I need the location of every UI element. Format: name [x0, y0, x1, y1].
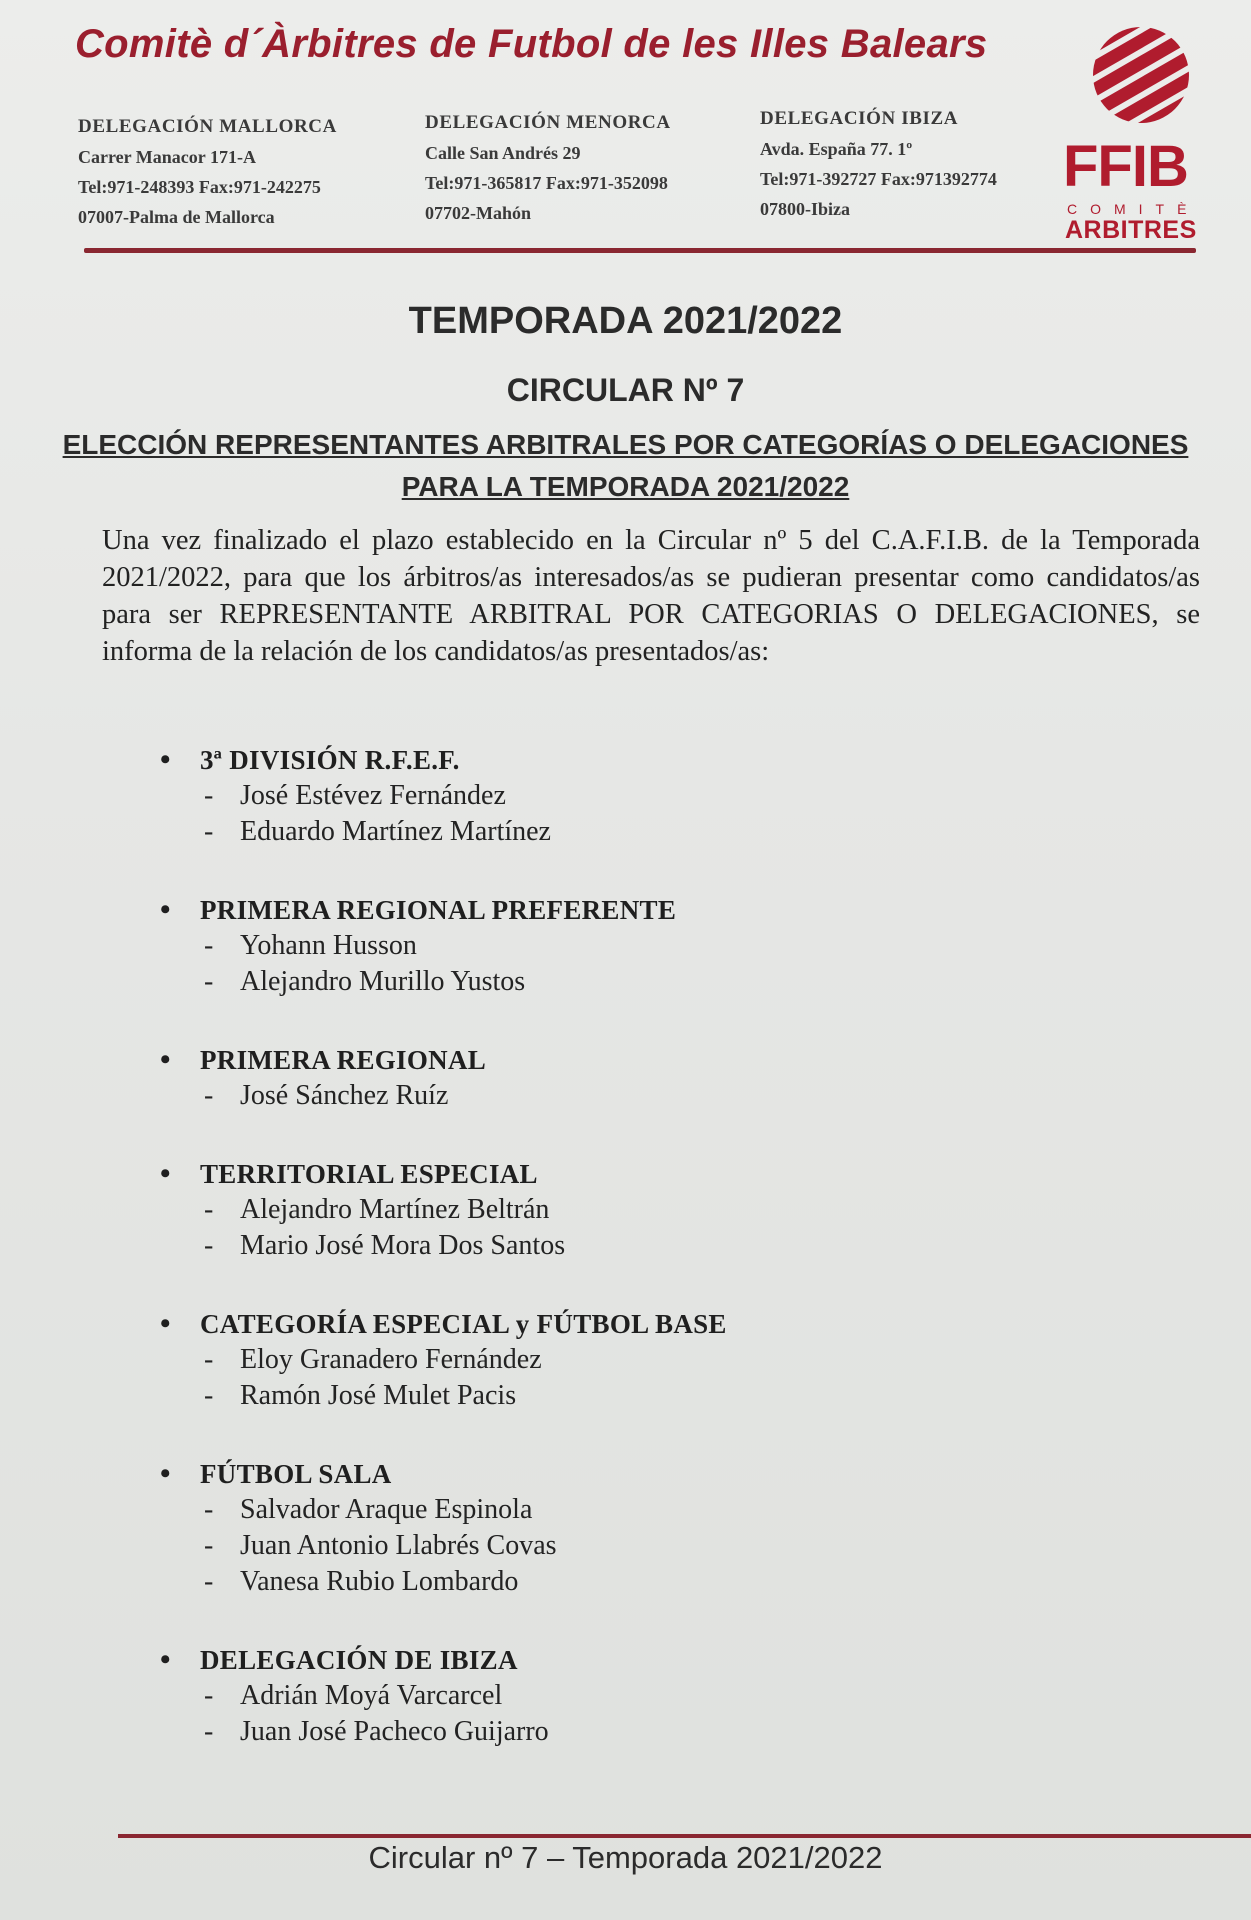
candidate-item [150, 1078, 1150, 1114]
organization-title: Comitè d´Àrbitres de Futbol de les Illes Balears [75, 22, 988, 66]
category-heading [150, 1456, 1150, 1492]
category-name: PRIMERA REGIONAL PREFERENTE [200, 895, 677, 925]
category-name: PRIMERA REGIONAL [200, 1045, 487, 1075]
subject-line-2: PARA LA TEMPORADA 2021/2022 [401, 471, 850, 502]
season-title: TEMPORADA 2021/2022 [408, 300, 843, 342]
bullet-icon: • [160, 1157, 171, 1190]
bullet-icon: • [160, 1307, 171, 1340]
dash-marker: - [204, 1680, 214, 1711]
category-heading [150, 1642, 1150, 1678]
subject-line-1: ELECCIÓN REPRESENTANTES ARBITRALES POR CATEGORÍAS O DELEGACIONES [62, 429, 1189, 460]
logo-arbitres-text: ARBITRES [1065, 216, 1197, 244]
delegation-name: DELEGACIÓN MALLORCA [78, 116, 337, 137]
delegation-phone: Tel:971-392727 Fax:971392774 [760, 169, 997, 189]
candidate-item [150, 1678, 1150, 1714]
circular-number: CIRCULAR Nº 7 [506, 372, 745, 408]
category-block [150, 892, 1150, 1000]
category-block [150, 1306, 1150, 1414]
candidate-name: Alejandro Martínez Beltrán [240, 1194, 550, 1225]
bullet-icon: • [160, 1643, 171, 1676]
candidate-name: Eloy Granadero Fernández [240, 1344, 542, 1375]
category-name: 3ª DIVISIÓN R.F.E.F. [200, 745, 460, 775]
candidate-name: Juan Antonio Llabrés Covas [240, 1530, 557, 1561]
logo-comite-text: COMITÈ [1067, 201, 1200, 217]
bullet-icon: • [160, 893, 171, 926]
candidate-name: Adrián Moyá Varcarcel [240, 1680, 503, 1711]
category-name: FÚTBOL SALA [200, 1459, 392, 1489]
candidate-item [150, 964, 1150, 1000]
delegation-menorca [425, 108, 671, 228]
delegation-phone: Tel:971-365817 Fax:971-352098 [425, 173, 668, 193]
dash-marker: - [204, 816, 214, 847]
delegation-phone: Tel:971-248393 Fax:971-242275 [78, 177, 321, 197]
candidate-name: Alejandro Murillo Yustos [240, 966, 526, 997]
category-block [150, 1042, 1150, 1114]
category-name: TERRITORIAL ESPECIAL [200, 1159, 538, 1189]
dash-marker: - [204, 930, 214, 961]
category-heading [150, 742, 1150, 778]
category-heading [150, 1156, 1150, 1192]
footer-text: Circular nº 7 – Temporada 2021/2022 [368, 1840, 883, 1875]
dash-marker: - [204, 1530, 214, 1561]
candidate-item [150, 1714, 1150, 1750]
bullet-icon: • [160, 1457, 171, 1490]
category-block [150, 742, 1150, 850]
candidate-name: Ramón José Mulet Pacis [240, 1380, 517, 1411]
category-block [150, 1456, 1150, 1600]
logo-ffib-text: FFIB [1063, 134, 1188, 199]
dash-marker: - [204, 1080, 214, 1111]
candidate-item [150, 1192, 1150, 1228]
delegation-city: 07800-Ibiza [760, 199, 850, 219]
candidate-item [150, 778, 1150, 814]
dash-marker: - [204, 966, 214, 997]
category-name: CATEGORÍA ESPECIAL y FÚTBOL BASE [200, 1309, 727, 1339]
dash-marker: - [204, 1716, 214, 1747]
candidate-item [150, 814, 1150, 850]
candidate-item [150, 1378, 1150, 1414]
footer-divider [118, 1834, 1251, 1838]
dash-marker: - [204, 1230, 214, 1261]
delegation-city: 07007-Palma de Mallorca [78, 207, 275, 227]
delegation-city: 07702-Mahón [425, 203, 532, 223]
candidate-name: Juan José Pacheco Guijarro [240, 1716, 549, 1747]
category-block [150, 1156, 1150, 1264]
candidate-item [150, 1228, 1150, 1264]
category-block [150, 1642, 1150, 1750]
dash-marker: - [204, 1344, 214, 1375]
candidate-name: José Sánchez Ruíz [240, 1080, 449, 1111]
ffib-logo [1055, 25, 1205, 244]
dash-marker: - [204, 1194, 214, 1225]
category-heading [150, 892, 1150, 928]
candidate-item [150, 1564, 1150, 1600]
delegation-name: DELEGACIÓN IBIZA [760, 108, 959, 129]
candidate-name: Yohann Husson [240, 930, 417, 961]
header-divider [84, 248, 1196, 253]
category-heading [150, 1042, 1150, 1078]
candidate-item [150, 1528, 1150, 1564]
category-name: DELEGACIÓN DE IBIZA [200, 1645, 518, 1675]
candidate-item [150, 1342, 1150, 1378]
bullet-icon: • [160, 743, 171, 776]
candidate-name: Eduardo Martínez Martínez [240, 816, 551, 847]
dash-marker: - [204, 1566, 214, 1597]
delegation-name: DELEGACIÓN MENORCA [425, 112, 671, 133]
candidate-categories [150, 742, 1150, 1792]
delegation-ibiza [760, 104, 997, 224]
candidate-item [150, 1492, 1150, 1528]
dash-marker: - [204, 1494, 214, 1525]
category-heading [150, 1306, 1150, 1342]
delegation-mallorca [78, 112, 337, 232]
delegation-address: Carrer Manacor 171-A [78, 147, 256, 167]
ball-icon [1091, 25, 1191, 125]
candidate-name: José Estévez Fernández [240, 780, 506, 811]
subject-heading [0, 424, 1251, 508]
candidate-name: Salvador Araque Espinola [240, 1494, 533, 1525]
intro-paragraph: Una vez finalizado el plazo establecido en la Circular nº 5 del C.A.F.I.B. de la Temporada 2021/2022, para que los árbitros/as interesados/as se pudieran presentar como candidatos/as para ser REPRESENTANTE ARBITRAL POR CATEGORIAS O DELEGACIONES, se informa de la relación de los candidatos/as presentados/as: [102, 525, 1200, 667]
dash-marker: - [204, 1380, 214, 1411]
candidate-name: Vanesa Rubio Lombardo [240, 1566, 519, 1597]
dash-marker: - [204, 780, 214, 811]
candidate-item [150, 928, 1150, 964]
delegation-address: Calle San Andrés 29 [425, 143, 581, 163]
candidate-name: Mario José Mora Dos Santos [240, 1230, 566, 1261]
bullet-icon: • [160, 1043, 171, 1076]
delegation-address: Avda. España 77. 1º [760, 139, 913, 159]
